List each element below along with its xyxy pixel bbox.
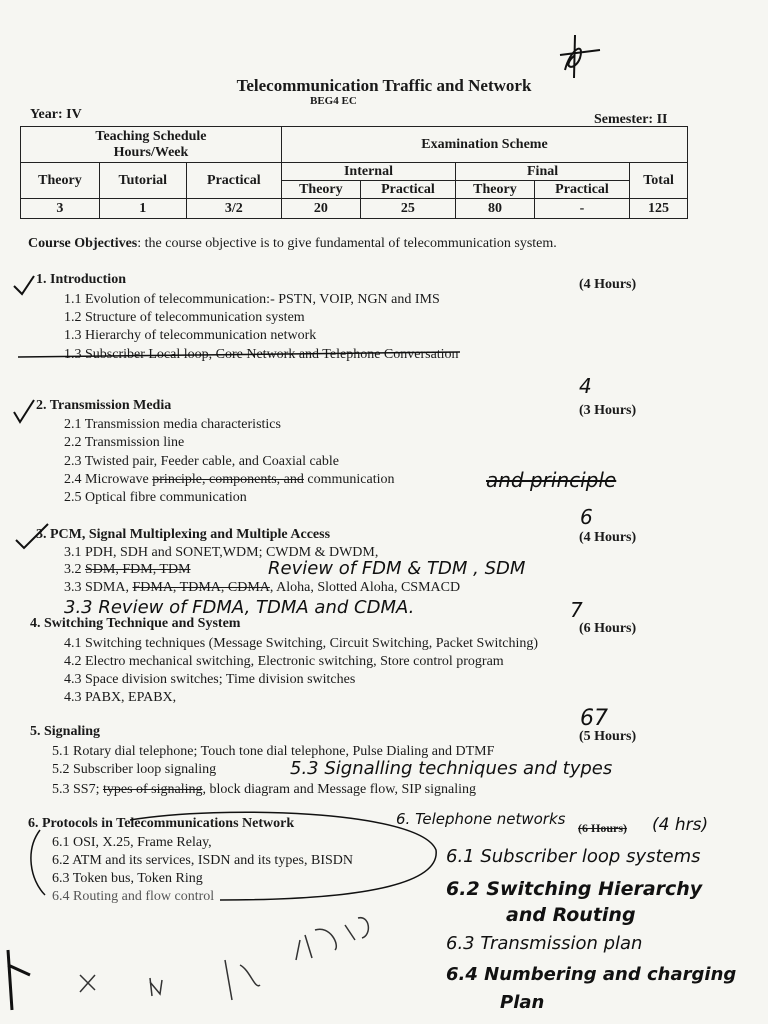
handwritten-6-4a: 6.4 Numbering and charging (446, 964, 737, 985)
item-2-2: 2.2 Transmission line (64, 435, 185, 450)
course-objectives: Course Objectives: the course objective is to give fundamental of telecommunication system. (28, 236, 557, 251)
section-6-hours: (6 Hours) (578, 821, 627, 835)
handwritten-6-4b: Plan (500, 992, 545, 1013)
semester-label: Semester: II (594, 112, 668, 127)
item-3-1: 3.1 PDH, SDH and SONET,WDM; CWDM & DWDM, (64, 545, 379, 560)
handwritten-6-2a: 6.2 Switching Hierarchy (446, 878, 703, 900)
section-3-title: 3. PCM, Signal Multiplexing and Multiple Access (36, 527, 331, 542)
handwritten-hours-2: 4 (579, 374, 592, 398)
col-total: Total (630, 163, 688, 199)
scribble-x (80, 975, 95, 992)
val-practical: 3/2 (186, 199, 281, 219)
item-4-2: 4.2 Electro mechanical switching, Electronic switching, Store control program (64, 654, 504, 669)
signature-mark (560, 35, 600, 78)
left-bracket (31, 830, 45, 895)
col-tutorial: Tutorial (99, 163, 186, 199)
col-practical: Practical (186, 163, 281, 199)
val-tutorial: 1 (99, 199, 186, 219)
item-1-3: 1.3 Hierarchy of telecommunication network (64, 328, 317, 343)
bracket-section-6 (130, 812, 436, 900)
item-5-2: 5.2 Subscriber loop signaling (52, 762, 217, 777)
item-6-4: 6.4 Routing and flow control (52, 889, 215, 904)
handwritten-review-fdm: Review of FDM & TDM , SDM (268, 558, 526, 579)
val-internal-practical: 25 (360, 199, 455, 219)
teaching-schedule-header: Teaching Schedule Hours/Week (21, 127, 282, 163)
handwritten-review-fdma: 3.3 Review of FDMA, TDMA and CDMA. (64, 597, 415, 618)
handwritten-hours-5: 67 (580, 706, 608, 731)
col-final-practical: Practical (534, 181, 629, 199)
section-1-title: 1. Introduction (36, 272, 126, 287)
item-2-5: 2.5 Optical fibre communication (64, 490, 247, 505)
handwritten-hours-4: 7 (570, 598, 583, 622)
section-3-hours: (4 Hours) (579, 530, 637, 545)
handwritten-6-3: 6.3 Transmission plan (446, 933, 643, 954)
item-2-3: 2.3 Twisted pair, Feeder cable, and Coaxial cable (64, 454, 339, 469)
scribble-left (8, 950, 30, 1010)
handwritten-telephone-networks: 6. Telephone networks (396, 810, 566, 828)
handwritten-hours-3: 6 (580, 505, 593, 529)
scribble-n (150, 978, 162, 996)
item-4-3: 4.3 Space division switches; Time division switches (64, 672, 356, 687)
item-3-3: 3.3 SDMA, FDMA, TDMA, CDMA, Aloha, Slotted Aloha, CSMACD (64, 580, 461, 595)
handwritten-6-1: 6.1 Subscriber loop systems (446, 846, 701, 867)
year-label: Year: IV (30, 107, 82, 122)
strike-line-1-3 (18, 352, 460, 357)
val-total: 125 (630, 199, 688, 219)
item-5-1: 5.1 Rotary dial telephone; Touch tone dial telephone, Pulse Dialing and DTMF (52, 744, 495, 759)
handwritten-6-2b: and Routing (506, 904, 636, 926)
col-internal-practical: Practical (360, 181, 455, 199)
section-4-hours: (6 Hours) (579, 621, 637, 636)
col-final-theory: Theory (456, 181, 535, 199)
val-internal-theory: 20 (281, 199, 360, 219)
item-4-1: 4.1 Switching techniques (Message Switching, Circuit Switching, Packet Switching) (64, 636, 538, 651)
item-6-3: 6.3 Token bus, Token Ring (52, 871, 203, 886)
val-theory: 3 (21, 199, 100, 219)
scribble-initials (296, 918, 368, 960)
section-5-title: 5. Signaling (30, 724, 101, 739)
item-6-2: 6.2 ATM and its services, ISDN and its types, BISDN (52, 853, 353, 868)
item-1-4: 1.3 Subscriber Local loop, Core Network and Telephone Conversation (64, 347, 459, 362)
section-6-title: 6. Protocols in Telecommunications Network (28, 816, 295, 831)
item-2-4: 2.4 Microwave principle, components, and communication (64, 472, 395, 487)
tick-section-1 (14, 276, 34, 294)
handwritten-4-hrs: (4 hrs) (652, 815, 709, 835)
course-code: BEG4 EC (310, 95, 357, 107)
item-6-1: 6.1 OSI, X.25, Frame Relay, (52, 835, 212, 850)
tick-section-2 (14, 400, 34, 422)
col-final: Final (456, 163, 630, 181)
section-1-hours: (4 Hours) (579, 277, 637, 292)
item-1-1: 1.1 Evolution of telecommunication:- PSTN, VOIP, NGN and IMS (64, 292, 440, 307)
val-final-practical: - (534, 199, 629, 219)
section-5-hours: (5 Hours) (579, 729, 637, 744)
scribble-m (225, 960, 260, 1000)
section-2-title: 2. Transmission Media (36, 398, 172, 413)
handwritten-signalling-techniques: 5.3 Signalling techniques and types (290, 758, 613, 779)
item-2-1: 2.1 Transmission media characteristics (64, 417, 281, 432)
item-3-2: 3.2 SDM, FDM, TDM (64, 562, 191, 577)
item-5-3: 5.3 SS7; types of signaling, block diagram and Message flow, SIP signaling (52, 782, 476, 797)
section-2-hours: (3 Hours) (579, 403, 637, 418)
handwritten-and-principle: and principle (486, 468, 617, 492)
val-final-theory: 80 (456, 199, 535, 219)
exam-scheme-header: Examination Scheme (281, 127, 687, 163)
section-4-title: 4. Switching Technique and System (30, 616, 241, 631)
col-internal-theory: Theory (281, 181, 360, 199)
col-internal: Internal (281, 163, 455, 181)
item-1-2: 1.2 Structure of telecommunication system (64, 310, 305, 325)
document-title: Telecommunication Traffic and Network (236, 76, 532, 95)
tick-section-3 (16, 524, 48, 548)
col-theory: Theory (21, 163, 100, 199)
item-4-4: 4.3 PABX, EPABX, (64, 690, 177, 705)
